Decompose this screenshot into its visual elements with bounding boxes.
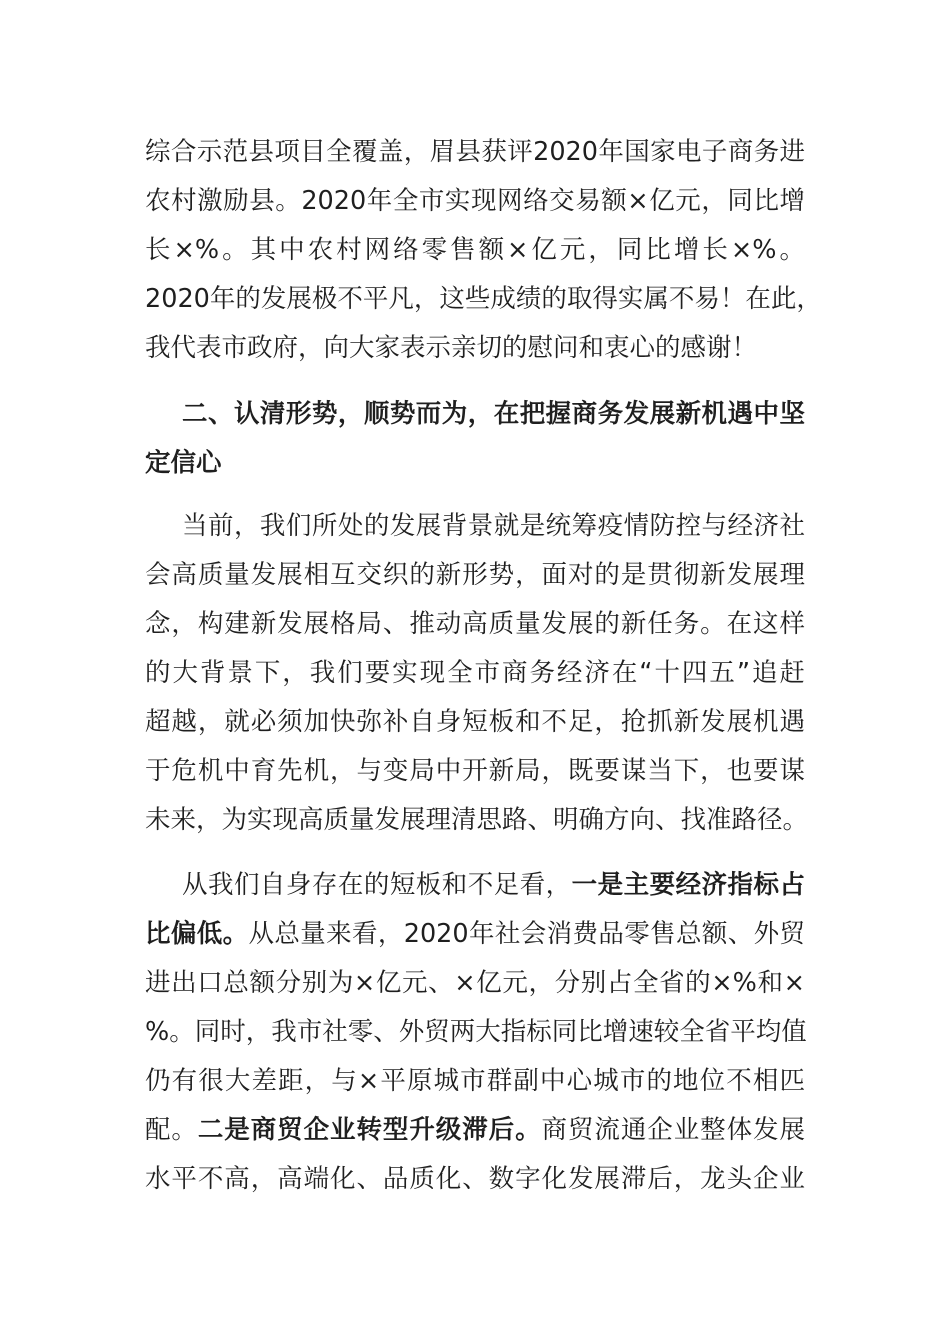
paragraph-line: 念，构建新发展格局、推动高质量发展的新任务。在这样 (145, 609, 805, 639)
paragraph-line (145, 1113, 805, 1147)
paragraph-line: 进出口总额分别为×亿元、×亿元，分别占全省的×%和× (145, 968, 805, 998)
paragraph-line (145, 917, 805, 951)
emphasis-text: 比偏低。 (145, 919, 249, 949)
paragraph-line: 会高质量发展相互交织的新形势，面对的是贯彻新发展理 (145, 560, 805, 590)
paragraph-line: 当前，我们所处的发展背景就是统筹疫情防控与经济社 (182, 511, 805, 541)
paragraph-line: 综合示范县项目全覆盖，眉县获评2020年国家电子商务进 (145, 137, 805, 167)
plain-text: 商贸流通企业整体发展 (541, 1115, 805, 1145)
paragraph-line: 仍有很大差距，与×平原城市群副中心城市的地位不相匹 (145, 1066, 805, 1096)
paragraph-line: 超越，就必须加快弥补自身短板和不足，抢抓新发展机遇 (145, 707, 805, 737)
paragraph-line: 于危机中育先机，与变局中开新局，既要谋当下，也要谋 (145, 756, 805, 786)
paragraph-line: 未来，为实现高质量发展理清思路、明确方向、找准路径。 (145, 805, 809, 835)
paragraph-line: %。同时，我市社零、外贸两大指标同比增速较全省平均值 (145, 1017, 807, 1047)
paragraph-line: 我代表市政府，向大家表示亲切的慰问和衷心的感谢！ (145, 333, 758, 363)
paragraph-line: 2020年的发展极不平凡，这些成绩的取得实属不易！在此， (145, 284, 822, 314)
paragraph-line: 农村激励县。2020年全市实现网络交易额×亿元，同比增 (145, 186, 805, 216)
emphasis-text: 二是商贸企业转型升级滞后。 (197, 1115, 542, 1145)
plain-text: 配。 (145, 1115, 198, 1145)
plain-text: 从总量来看，2020年社会消费品零售总额、外贸 (248, 919, 805, 949)
section-heading-continued: 定信心 (145, 448, 222, 478)
section-heading: 二、认清形势，顺势而为，在把握商务发展新机遇中坚 (182, 399, 805, 429)
paragraph-line: 水平不高，高端化、品质化、数字化发展滞后，龙头企业 (145, 1164, 805, 1194)
paragraph-line: 的大背景下，我们要实现全市商务经济在“十四五”追赶 (145, 658, 805, 688)
emphasis-text: 一是主要经济指标占 (571, 870, 805, 900)
paragraph-line: 长×%。其中农村网络零售额×亿元，同比增长×%。 (145, 235, 805, 265)
paragraph-line (182, 868, 805, 902)
plain-text: 从我们自身存在的短板和不足看， (182, 870, 572, 900)
